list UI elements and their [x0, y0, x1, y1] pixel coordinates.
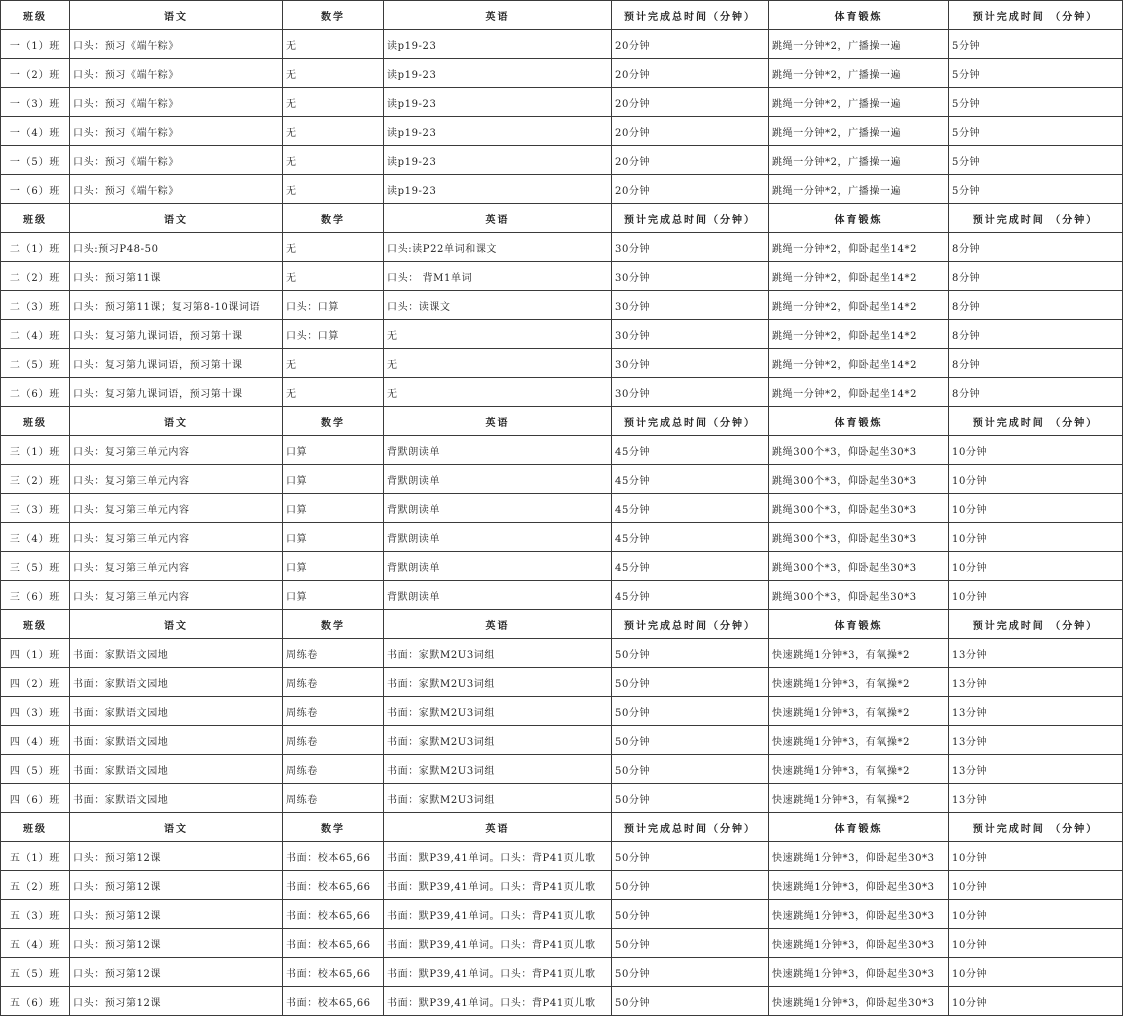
cell-pe-time: 8分钟 — [949, 291, 1123, 320]
cell-chinese: 口头：预习第12课 — [70, 900, 283, 929]
cell-class: 三（4）班 — [1, 523, 70, 552]
cell-pe: 快速跳绳1分钟*3，有氧操*2 — [769, 784, 949, 813]
cell-pe: 跳绳300个*3，仰卧起坐30*3 — [769, 436, 949, 465]
cell-english: 书面：家默M2U3词组 — [384, 784, 612, 813]
cell-pe-time: 8分钟 — [949, 320, 1123, 349]
cell-class: 一（4）班 — [1, 117, 70, 146]
cell-english: 书面：默P39,41单词。口头：背P41页儿歌 — [384, 958, 612, 987]
cell-pe: 快速跳绳1分钟*3，仰卧起坐30*3 — [769, 871, 949, 900]
cell-chinese: 口头：预习第12课 — [70, 987, 283, 1016]
cell-pe-time: 10分钟 — [949, 523, 1123, 552]
column-header-math: 数学 — [283, 204, 384, 233]
cell-pe: 快速跳绳1分钟*3，有氧操*2 — [769, 755, 949, 784]
cell-pe: 快速跳绳1分钟*3，有氧操*2 — [769, 668, 949, 697]
column-header-english: 英语 — [384, 407, 612, 436]
cell-total-time: 20分钟 — [612, 146, 769, 175]
cell-class: 四（1）班 — [1, 639, 70, 668]
table-header-row — [1, 610, 1123, 639]
cell-chinese: 口头：预习第12课 — [70, 929, 283, 958]
table-row — [1, 900, 1123, 929]
column-header-math: 数学 — [283, 813, 384, 842]
cell-class: 二（4）班 — [1, 320, 70, 349]
cell-total-time: 50分钟 — [612, 871, 769, 900]
cell-total-time: 50分钟 — [612, 668, 769, 697]
cell-class: 五（6）班 — [1, 987, 70, 1016]
cell-math: 口算 — [283, 494, 384, 523]
cell-math: 周练卷 — [283, 697, 384, 726]
table-row — [1, 639, 1123, 668]
table-header-row — [1, 1, 1123, 30]
cell-chinese: 书面：家默语文园地 — [70, 784, 283, 813]
table-header-row — [1, 204, 1123, 233]
cell-total-time: 50分钟 — [612, 726, 769, 755]
cell-english: 读p19-23 — [384, 30, 612, 59]
cell-english: 书面：默P39,41单词。口头：背P41页儿歌 — [384, 842, 612, 871]
column-header-pe-time: 预计完成时间 （分钟） — [949, 813, 1123, 842]
cell-math: 口算 — [283, 581, 384, 610]
cell-chinese: 口头：预习第12课 — [70, 871, 283, 900]
cell-math: 口头：口算 — [283, 291, 384, 320]
cell-pe: 跳绳300个*3，仰卧起坐30*3 — [769, 523, 949, 552]
cell-math: 无 — [283, 262, 384, 291]
column-header-class: 班级 — [1, 407, 70, 436]
column-header-english: 英语 — [384, 610, 612, 639]
cell-pe: 快速跳绳1分钟*3，仰卧起坐30*3 — [769, 900, 949, 929]
table-row — [1, 842, 1123, 871]
table-row — [1, 929, 1123, 958]
cell-english: 书面：默P39,41单词。口头：背P41页儿歌 — [384, 987, 612, 1016]
cell-pe: 快速跳绳1分钟*3，有氧操*2 — [769, 697, 949, 726]
cell-english: 书面：家默M2U3词组 — [384, 668, 612, 697]
cell-class: 二（2）班 — [1, 262, 70, 291]
cell-math: 口头：口算 — [283, 320, 384, 349]
cell-class: 四（5）班 — [1, 755, 70, 784]
cell-math: 书面：校本65,66 — [283, 958, 384, 987]
cell-math: 口算 — [283, 523, 384, 552]
cell-class: 五（4）班 — [1, 929, 70, 958]
table-header-row — [1, 813, 1123, 842]
cell-english: 书面：家默M2U3词组 — [384, 726, 612, 755]
table-row — [1, 523, 1123, 552]
cell-pe: 跳绳一分钟*2，仰卧起坐14*2 — [769, 233, 949, 262]
column-header-class: 班级 — [1, 610, 70, 639]
cell-pe: 跳绳一分钟*2，广播操一遍 — [769, 117, 949, 146]
cell-class: 四（2）班 — [1, 668, 70, 697]
cell-class: 三（3）班 — [1, 494, 70, 523]
cell-total-time: 30分钟 — [612, 233, 769, 262]
table-row — [1, 175, 1123, 204]
cell-pe-time: 5分钟 — [949, 175, 1123, 204]
cell-math: 书面：校本65,66 — [283, 871, 384, 900]
column-header-math: 数学 — [283, 610, 384, 639]
column-header-chinese: 语文 — [70, 610, 283, 639]
cell-pe: 跳绳一分钟*2，仰卧起坐14*2 — [769, 349, 949, 378]
cell-pe-time: 5分钟 — [949, 88, 1123, 117]
cell-pe-time: 10分钟 — [949, 987, 1123, 1016]
cell-math: 书面：校本65,66 — [283, 900, 384, 929]
cell-math: 周练卷 — [283, 668, 384, 697]
cell-math: 无 — [283, 117, 384, 146]
cell-english: 书面：家默M2U3词组 — [384, 639, 612, 668]
table-row — [1, 320, 1123, 349]
column-header-pe-time: 预计完成时间 （分钟） — [949, 1, 1123, 30]
cell-pe-time: 13分钟 — [949, 784, 1123, 813]
column-header-pe-time: 预计完成时间 （分钟） — [949, 407, 1123, 436]
cell-total-time: 50分钟 — [612, 784, 769, 813]
cell-english: 无 — [384, 349, 612, 378]
table-row — [1, 436, 1123, 465]
cell-english: 无 — [384, 320, 612, 349]
column-header-total-time: 预计完成总时间（分钟） — [612, 407, 769, 436]
cell-chinese: 书面：家默语文园地 — [70, 639, 283, 668]
cell-chinese: 口头：预习第11课；复习第8-10课词语 — [70, 291, 283, 320]
cell-english: 书面：家默M2U3词组 — [384, 755, 612, 784]
cell-class: 二（5）班 — [1, 349, 70, 378]
cell-math: 口算 — [283, 552, 384, 581]
cell-class: 三（2）班 — [1, 465, 70, 494]
cell-math: 书面：校本65,66 — [283, 987, 384, 1016]
cell-chinese: 口头：复习第九课词语，预习第十课 — [70, 378, 283, 407]
cell-class: 五（5）班 — [1, 958, 70, 987]
cell-chinese: 口头：预习《端午粽》 — [70, 175, 283, 204]
cell-pe: 快速跳绳1分钟*3，有氧操*2 — [769, 639, 949, 668]
cell-pe: 跳绳300个*3，仰卧起坐30*3 — [769, 581, 949, 610]
cell-english: 背默朗读单 — [384, 523, 612, 552]
cell-class: 三（6）班 — [1, 581, 70, 610]
table-row — [1, 59, 1123, 88]
cell-total-time: 50分钟 — [612, 900, 769, 929]
cell-chinese: 口头：复习第三单元内容 — [70, 436, 283, 465]
cell-chinese: 口头：复习第九课词语，预习第十课 — [70, 320, 283, 349]
table-header-row — [1, 407, 1123, 436]
cell-pe-time: 8分钟 — [949, 233, 1123, 262]
cell-chinese: 口头：复习第九课词语，预习第十课 — [70, 349, 283, 378]
table-row — [1, 291, 1123, 320]
column-header-class: 班级 — [1, 204, 70, 233]
cell-chinese: 口头：预习《端午粽》 — [70, 59, 283, 88]
cell-math: 无 — [283, 30, 384, 59]
cell-english: 口头:读P22单词和课文 — [384, 233, 612, 262]
column-header-chinese: 语文 — [70, 204, 283, 233]
cell-math: 书面：校本65,66 — [283, 929, 384, 958]
column-header-total-time: 预计完成总时间（分钟） — [612, 610, 769, 639]
table-row — [1, 30, 1123, 59]
cell-chinese: 口头：预习《端午粽》 — [70, 146, 283, 175]
cell-pe: 跳绳300个*3，仰卧起坐30*3 — [769, 465, 949, 494]
cell-class: 三（5）班 — [1, 552, 70, 581]
cell-pe-time: 8分钟 — [949, 378, 1123, 407]
cell-pe-time: 13分钟 — [949, 755, 1123, 784]
cell-total-time: 45分钟 — [612, 523, 769, 552]
cell-pe-time: 10分钟 — [949, 871, 1123, 900]
cell-total-time: 20分钟 — [612, 30, 769, 59]
cell-pe-time: 8分钟 — [949, 262, 1123, 291]
cell-total-time: 20分钟 — [612, 88, 769, 117]
cell-english: 背默朗读单 — [384, 465, 612, 494]
cell-pe-time: 10分钟 — [949, 581, 1123, 610]
cell-english: 口头：读课文 — [384, 291, 612, 320]
table-row — [1, 146, 1123, 175]
cell-math: 口算 — [283, 436, 384, 465]
cell-class: 三（1）班 — [1, 436, 70, 465]
cell-pe: 快速跳绳1分钟*3，仰卧起坐30*3 — [769, 929, 949, 958]
table-row — [1, 262, 1123, 291]
table-row — [1, 494, 1123, 523]
column-header-math: 数学 — [283, 407, 384, 436]
cell-chinese: 书面：家默语文园地 — [70, 755, 283, 784]
table-row — [1, 88, 1123, 117]
column-header-pe: 体育锻炼 — [769, 407, 949, 436]
cell-pe: 跳绳一分钟*2，广播操一遍 — [769, 146, 949, 175]
table-row — [1, 987, 1123, 1016]
cell-pe: 快速跳绳1分钟*3，仰卧起坐30*3 — [769, 958, 949, 987]
cell-english: 读p19-23 — [384, 59, 612, 88]
cell-pe: 跳绳300个*3，仰卧起坐30*3 — [769, 552, 949, 581]
table-row — [1, 233, 1123, 262]
column-header-class: 班级 — [1, 813, 70, 842]
table-row — [1, 465, 1123, 494]
cell-total-time: 50分钟 — [612, 697, 769, 726]
column-header-english: 英语 — [384, 1, 612, 30]
table-row — [1, 117, 1123, 146]
cell-pe-time: 10分钟 — [949, 465, 1123, 494]
cell-total-time: 50分钟 — [612, 842, 769, 871]
cell-pe: 快速跳绳1分钟*3，仰卧起坐30*3 — [769, 987, 949, 1016]
cell-math: 无 — [283, 349, 384, 378]
cell-chinese: 口头：预习第12课 — [70, 958, 283, 987]
cell-chinese: 口头：预习《端午粽》 — [70, 30, 283, 59]
cell-english: 读p19-23 — [384, 175, 612, 204]
cell-total-time: 30分钟 — [612, 262, 769, 291]
cell-pe: 跳绳一分钟*2，仰卧起坐14*2 — [769, 291, 949, 320]
cell-total-time: 30分钟 — [612, 291, 769, 320]
cell-pe: 快速跳绳1分钟*3，仰卧起坐30*3 — [769, 842, 949, 871]
cell-chinese: 口头：复习第三单元内容 — [70, 494, 283, 523]
cell-class: 一（2）班 — [1, 59, 70, 88]
cell-math: 无 — [283, 175, 384, 204]
cell-chinese: 口头：预习《端午粽》 — [70, 117, 283, 146]
cell-chinese: 口头:预习P48-50 — [70, 233, 283, 262]
cell-chinese: 口头：复习第三单元内容 — [70, 465, 283, 494]
cell-pe: 跳绳300个*3，仰卧起坐30*3 — [769, 494, 949, 523]
cell-total-time: 45分钟 — [612, 436, 769, 465]
cell-pe-time: 5分钟 — [949, 146, 1123, 175]
column-header-chinese: 语文 — [70, 813, 283, 842]
cell-total-time: 30分钟 — [612, 320, 769, 349]
cell-math: 周练卷 — [283, 755, 384, 784]
cell-total-time: 30分钟 — [612, 349, 769, 378]
cell-pe: 跳绳一分钟*2，广播操一遍 — [769, 59, 949, 88]
cell-math: 无 — [283, 59, 384, 88]
column-header-chinese: 语文 — [70, 1, 283, 30]
cell-math: 口算 — [283, 465, 384, 494]
cell-english: 书面：默P39,41单词。口头：背P41页儿歌 — [384, 871, 612, 900]
cell-pe-time: 10分钟 — [949, 842, 1123, 871]
cell-class: 五（3）班 — [1, 900, 70, 929]
cell-chinese: 口头：预习第11课 — [70, 262, 283, 291]
cell-class: 二（3）班 — [1, 291, 70, 320]
cell-total-time: 20分钟 — [612, 117, 769, 146]
cell-total-time: 45分钟 — [612, 465, 769, 494]
cell-pe-time: 5分钟 — [949, 59, 1123, 88]
cell-total-time: 30分钟 — [612, 378, 769, 407]
cell-total-time: 45分钟 — [612, 581, 769, 610]
column-header-chinese: 语文 — [70, 407, 283, 436]
cell-total-time: 20分钟 — [612, 175, 769, 204]
cell-pe-time: 10分钟 — [949, 929, 1123, 958]
table-row — [1, 378, 1123, 407]
table-row — [1, 755, 1123, 784]
cell-chinese: 口头：复习第三单元内容 — [70, 581, 283, 610]
column-header-pe-time: 预计完成时间 （分钟） — [949, 204, 1123, 233]
cell-class: 一（1）班 — [1, 30, 70, 59]
table-row — [1, 668, 1123, 697]
cell-math: 无 — [283, 146, 384, 175]
cell-math: 周练卷 — [283, 784, 384, 813]
cell-pe: 跳绳一分钟*2，仰卧起坐14*2 — [769, 378, 949, 407]
cell-english: 背默朗读单 — [384, 581, 612, 610]
cell-chinese: 口头：预习《端午粽》 — [70, 88, 283, 117]
cell-pe-time: 5分钟 — [949, 30, 1123, 59]
cell-pe-time: 13分钟 — [949, 726, 1123, 755]
table-row — [1, 784, 1123, 813]
cell-pe-time: 13分钟 — [949, 668, 1123, 697]
cell-english: 背默朗读单 — [384, 494, 612, 523]
cell-pe: 跳绳一分钟*2，仰卧起坐14*2 — [769, 262, 949, 291]
cell-class: 二（6）班 — [1, 378, 70, 407]
table-row — [1, 581, 1123, 610]
cell-total-time: 20分钟 — [612, 59, 769, 88]
table-row — [1, 552, 1123, 581]
cell-math: 书面：校本65,66 — [283, 842, 384, 871]
cell-pe-time: 10分钟 — [949, 552, 1123, 581]
cell-class: 五（1）班 — [1, 842, 70, 871]
table-row — [1, 697, 1123, 726]
cell-chinese: 书面：家默语文园地 — [70, 668, 283, 697]
cell-chinese: 书面：家默语文园地 — [70, 726, 283, 755]
cell-class: 一（5）班 — [1, 146, 70, 175]
column-header-math: 数学 — [283, 1, 384, 30]
cell-english: 书面：默P39,41单词。口头：背P41页儿歌 — [384, 900, 612, 929]
cell-english: 书面：家默M2U3词组 — [384, 697, 612, 726]
cell-english: 书面：默P39,41单词。口头：背P41页儿歌 — [384, 929, 612, 958]
cell-class: 五（2）班 — [1, 871, 70, 900]
cell-math: 无 — [283, 378, 384, 407]
cell-chinese: 口头：复习第三单元内容 — [70, 523, 283, 552]
cell-total-time: 50分钟 — [612, 929, 769, 958]
column-header-total-time: 预计完成总时间（分钟） — [612, 813, 769, 842]
column-header-pe: 体育锻炼 — [769, 204, 949, 233]
cell-english: 口头： 背M1单词 — [384, 262, 612, 291]
cell-pe-time: 8分钟 — [949, 349, 1123, 378]
cell-class: 四（3）班 — [1, 697, 70, 726]
cell-english: 读p19-23 — [384, 88, 612, 117]
cell-pe: 快速跳绳1分钟*3，有氧操*2 — [769, 726, 949, 755]
cell-pe-time: 13分钟 — [949, 639, 1123, 668]
column-header-total-time: 预计完成总时间（分钟） — [612, 204, 769, 233]
cell-english: 背默朗读单 — [384, 552, 612, 581]
cell-math: 无 — [283, 233, 384, 262]
table-row — [1, 958, 1123, 987]
cell-math: 无 — [283, 88, 384, 117]
column-header-english: 英语 — [384, 813, 612, 842]
cell-pe-time: 10分钟 — [949, 494, 1123, 523]
cell-total-time: 45分钟 — [612, 494, 769, 523]
cell-pe: 跳绳一分钟*2，广播操一遍 — [769, 175, 949, 204]
column-header-total-time: 预计完成总时间（分钟） — [612, 1, 769, 30]
cell-total-time: 50分钟 — [612, 987, 769, 1016]
cell-pe: 跳绳一分钟*2，仰卧起坐14*2 — [769, 320, 949, 349]
cell-pe: 跳绳一分钟*2，广播操一遍 — [769, 88, 949, 117]
cell-english: 无 — [384, 378, 612, 407]
cell-pe-time: 13分钟 — [949, 697, 1123, 726]
cell-chinese: 口头：预习第12课 — [70, 842, 283, 871]
table-row — [1, 349, 1123, 378]
table-row — [1, 871, 1123, 900]
cell-class: 一（6）班 — [1, 175, 70, 204]
cell-math: 周练卷 — [283, 726, 384, 755]
cell-total-time: 50分钟 — [612, 958, 769, 987]
cell-class: 四（6）班 — [1, 784, 70, 813]
cell-class: 一（3）班 — [1, 88, 70, 117]
cell-chinese: 口头：复习第三单元内容 — [70, 552, 283, 581]
column-header-pe: 体育锻炼 — [769, 813, 949, 842]
cell-total-time: 45分钟 — [612, 552, 769, 581]
cell-class: 二（1）班 — [1, 233, 70, 262]
cell-class: 四（4）班 — [1, 726, 70, 755]
cell-pe-time: 10分钟 — [949, 900, 1123, 929]
column-header-pe-time: 预计完成时间 （分钟） — [949, 610, 1123, 639]
cell-pe-time: 5分钟 — [949, 117, 1123, 146]
column-header-english: 英语 — [384, 204, 612, 233]
cell-math: 周练卷 — [283, 639, 384, 668]
column-header-pe: 体育锻炼 — [769, 1, 949, 30]
cell-english: 读p19-23 — [384, 146, 612, 175]
cell-chinese: 书面：家默语文园地 — [70, 697, 283, 726]
cell-total-time: 50分钟 — [612, 639, 769, 668]
cell-pe-time: 10分钟 — [949, 436, 1123, 465]
cell-pe-time: 10分钟 — [949, 958, 1123, 987]
cell-english: 读p19-23 — [384, 117, 612, 146]
column-header-pe: 体育锻炼 — [769, 610, 949, 639]
cell-english: 背默朗读单 — [384, 436, 612, 465]
cell-pe: 跳绳一分钟*2，广播操一遍 — [769, 30, 949, 59]
table-row — [1, 726, 1123, 755]
cell-total-time: 50分钟 — [612, 755, 769, 784]
column-header-class: 班级 — [1, 1, 70, 30]
